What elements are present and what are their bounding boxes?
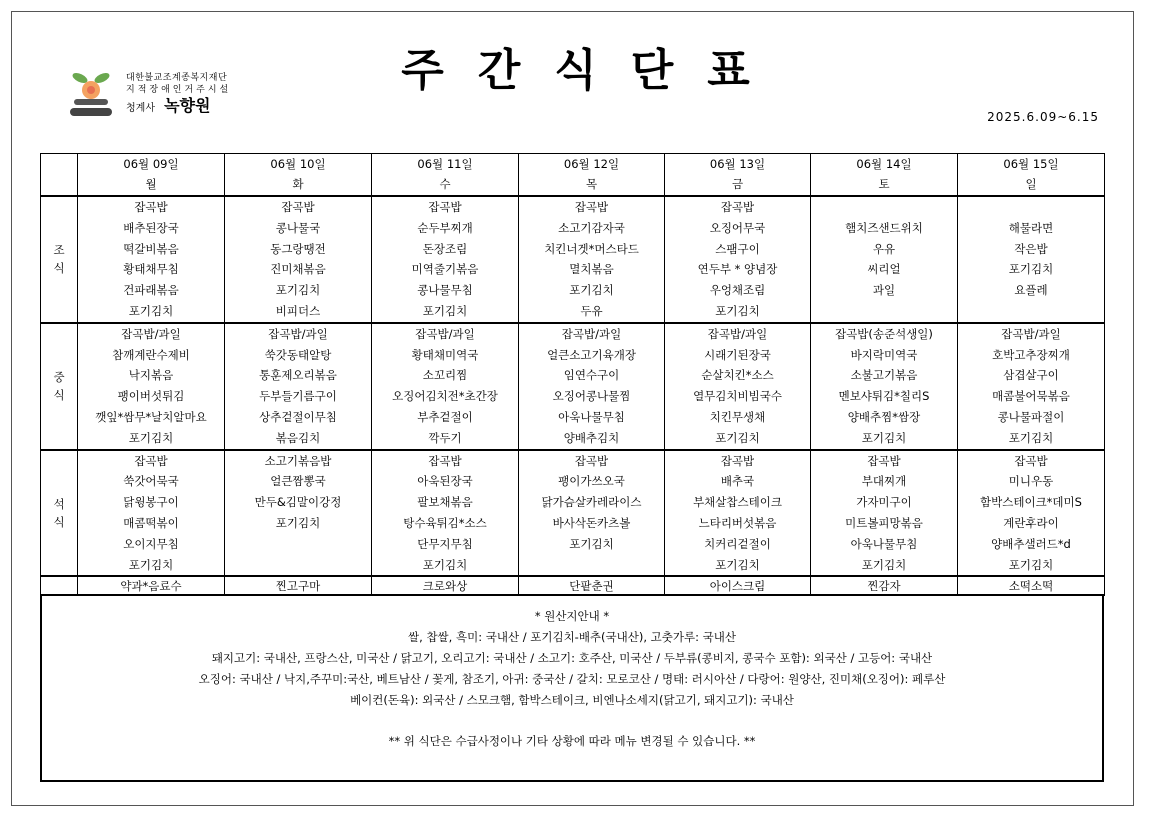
menu-item: 잡곡밥 [428, 200, 462, 214]
menu-item: 양배추샐러드*d [991, 536, 1071, 551]
day-weekday: 월 [145, 177, 157, 191]
menu-item: 계란후라이 [1003, 515, 1059, 530]
meal-day-cell [78, 323, 225, 450]
meal-day-cell [372, 450, 519, 577]
meal-day-cell [665, 450, 811, 577]
menu-item: 콩나물파절이 [997, 409, 1065, 424]
menu-item: 잡곡밥(송준석생일) [835, 326, 933, 341]
menu-item: 오징어콩나물찜 [552, 389, 631, 404]
menu-item: 포기김치 [715, 557, 760, 572]
menu-item: 햄치즈샌드위치 [845, 220, 923, 235]
meal-label: 석 식 [41, 450, 78, 577]
menu-item: 시래기된장국 [704, 347, 771, 362]
menu-item: 닭윙봉구이 [123, 495, 179, 510]
org-prefix: 청계사 [126, 103, 155, 114]
menu-item: 참깨계란수제비 [112, 347, 190, 362]
menu-item: 잡곡밥/과일 [561, 326, 622, 341]
menu-item: 포기김치 [715, 303, 760, 318]
menu-item: 잡곡밥 [134, 453, 168, 468]
menu-item: 상추겉절이무침 [259, 409, 337, 424]
menu-item: 잡곡밥 [281, 200, 315, 214]
menu-item: 열무김치비빔국수 [693, 389, 782, 404]
menu-item: 탕수육튀김*소스 [403, 515, 487, 530]
meal-day-cell [372, 196, 519, 323]
day-date: 06월 15일 [1003, 157, 1059, 171]
menu-item: 비피더스 [275, 303, 321, 318]
meal-label: 조 식 [41, 196, 78, 323]
menu-item: 포기김치 [861, 557, 907, 572]
day-date: 06월 11일 [417, 157, 473, 171]
menu-item: 잡곡밥/과일 [1001, 326, 1061, 341]
day-weekday: 목 [585, 177, 598, 191]
meal-day-cell [665, 196, 811, 323]
menu-item: 미니우동 [1008, 474, 1054, 489]
menu-item: 팔보채볶음 [417, 495, 473, 510]
menu-item: 얼큰소고기육개장 [547, 347, 636, 362]
meal-day-cell [958, 323, 1105, 450]
menu-item: 해물라면 [1008, 220, 1054, 235]
menu-item: 포기김치 [128, 430, 174, 445]
menu-change-note: ** 위 식단은 수급사정이나 기타 상황에 따라 메뉴 변경될 수 있습니다. ** [388, 734, 756, 748]
menu-item: 포기김치 [128, 557, 174, 572]
menu-item: 잡곡밥 [720, 453, 755, 468]
day-weekday: 화 [292, 177, 304, 191]
weekly-menu-table [40, 153, 1105, 596]
menu-item: 포기김치 [861, 430, 907, 445]
menu-item: 단무지무침 [417, 536, 473, 551]
menu-item [811, 197, 957, 218]
day-header-cell [519, 154, 665, 197]
menu-item: 잡곡밥 [428, 453, 462, 468]
menu-item: 두부들기름구이 [259, 389, 337, 404]
org-name-text: 녹향원 [164, 96, 211, 115]
menu-item: 포기김치 [275, 283, 321, 298]
meal-day-cell [958, 196, 1105, 323]
menu-item: 포기김치 [715, 430, 760, 445]
menu-item: 아욱나물무침 [558, 409, 625, 424]
menu-item: 만두&김말이강정 [254, 495, 342, 510]
menu-item: 순살치킨*소스 [701, 368, 774, 383]
menu-item: 소고기볶음밥 [264, 453, 332, 468]
menu-item: 쑥갓동태알탕 [264, 347, 332, 362]
menu-item: 아욱된장국 [417, 474, 473, 489]
menu-item: 통훈제오리볶음 [259, 368, 337, 383]
menu-item: 포기김치 [422, 303, 468, 318]
menu-item: 팽이버섯튀김 [117, 389, 185, 404]
menu-item: 진미채볶음 [270, 262, 326, 277]
day-date: 06월 14일 [856, 157, 912, 171]
menu-item: 치커리겉절이 [704, 536, 771, 551]
menu-item: 호박고추장찌개 [992, 347, 1070, 362]
day-header-cell [372, 154, 519, 197]
menu-item: 돈장조림 [422, 241, 468, 256]
meal-day-cell [225, 323, 372, 450]
meal-day-cell [811, 450, 958, 577]
menu-item: 깻잎*쌈무*날치알마요 [95, 409, 207, 424]
day-header-cell [225, 154, 372, 197]
menu-item: 동그랑땡전 [270, 241, 326, 256]
menu-item: 포기김치 [1008, 557, 1054, 572]
menu-item: 멸치볶음 [569, 262, 614, 277]
menu-item: 황태채무침 [123, 262, 179, 277]
menu-item: 잡곡밥/과일 [268, 326, 328, 341]
menu-item: 미트볼피망볶음 [845, 515, 923, 530]
org-facility-text: 지적장애인거주시설 [126, 85, 232, 95]
day-header-cell [958, 154, 1105, 197]
menu-item: 요플레 [1014, 283, 1048, 298]
header-corner-cell [41, 154, 78, 197]
menu-item [519, 555, 664, 576]
snack-cell: 크로와상 [372, 576, 519, 596]
meal-day-cell [665, 323, 811, 450]
menu-item: 우엉채조림 [709, 283, 766, 298]
meal-day-cell [78, 450, 225, 577]
menu-item: 소고기감자국 [558, 220, 625, 235]
meal-row [41, 323, 1105, 450]
menu-item: 낙지볶음 [128, 368, 174, 383]
meal-day-cell [78, 196, 225, 323]
menu-item: 오징어김치전*초간장 [392, 389, 498, 404]
day-date: 06월 10일 [270, 157, 326, 171]
menu-item: 얼큰짬뽕국 [270, 474, 326, 489]
menu-item: 부대찌개 [861, 474, 907, 489]
menu-item: 씨리얼 [867, 262, 901, 277]
origin-line: 베이컨(돈육): 외국산 / 스모크햄, 함박스테이크, 비엔나소세지(닭고기, 돼지고기): 국내산 [350, 693, 794, 707]
menu-item: 콩나물무침 [417, 283, 473, 298]
menu-item: 미역줄기볶음 [411, 262, 479, 277]
menu-item: 함박스테이크*데미S [980, 495, 1082, 510]
meal-day-cell [811, 196, 958, 323]
menu-item: 매콤불어묵볶음 [992, 389, 1070, 404]
menu-item: 배추된장국 [123, 220, 179, 235]
menu-item: 잡곡밥 [574, 200, 609, 214]
origin-line: 쌀, 찹쌀, 흑미: 국내산 / 포기김치-배추(국내산), 고춧가루: 국내산 [408, 630, 736, 644]
page-title: 주간식단표 [401, 45, 784, 96]
meal-row [41, 196, 1105, 323]
menu-item: 우유 [872, 241, 896, 256]
menu-item: 포기김치 [422, 557, 468, 572]
menu-item: 포기김치 [1008, 262, 1054, 277]
menu-item: 황태채미역국 [411, 347, 479, 362]
day-date: 06월 09일 [123, 157, 179, 171]
meal-day-cell [519, 196, 665, 323]
menu-item: 부채살찹스테이크 [693, 495, 782, 510]
menu-item: 과일 [872, 283, 896, 298]
origin-line: 오징어: 국내산 / 낙지,주꾸미:국산, 베트남산 / 꽃게, 참조기, 아귀: 중국산 / 갈치: 모로코산 / 명태: 러시아산 / 다랑어: 원양산, 진미채(오징어): 페루산 [198, 672, 946, 686]
meal-day-cell [811, 323, 958, 450]
menu-item: 건파래볶음 [123, 283, 179, 298]
menu-item: 연두부 * 양념장 [697, 262, 778, 277]
menu-item: 떡갈비볶음 [123, 241, 179, 256]
snack-cell: 단팥춘권 [519, 576, 665, 596]
menu-item: 스팸구이 [715, 241, 760, 256]
menu-item: 소불고기볶음 [850, 368, 918, 383]
menu-item: 소꼬리찜 [422, 368, 468, 383]
menu-item: 잡곡밥 [574, 453, 609, 468]
menu-item: 콩나물국 [275, 220, 321, 235]
meal-day-cell [519, 450, 665, 577]
menu-item: 잡곡밥 [720, 200, 755, 214]
menu-item: 양배추김치 [563, 430, 620, 445]
meal-label: 중 식 [41, 323, 78, 450]
meal-day-cell [519, 323, 665, 450]
menu-item: 양배추찜*쌈장 [847, 409, 921, 424]
menu-item: 치킨무생채 [709, 409, 766, 424]
menu-item: 오징어무국 [709, 220, 766, 235]
menu-item: 바사삭돈카츠볼 [552, 515, 631, 530]
day-header-cell [665, 154, 811, 197]
snack-cell: 찐고구마 [225, 576, 372, 596]
meal-row [41, 450, 1105, 577]
menu-item: 배추국 [720, 474, 755, 489]
day-date: 06월 12일 [563, 157, 620, 171]
menu-period: 2025.6.09~6.15 [987, 110, 1099, 124]
menu-item: 작은밥 [1014, 241, 1048, 256]
menu-item: 두유 [580, 303, 603, 318]
menu-item: 깍두기 [428, 430, 462, 445]
menu-item: 포기김치 [569, 283, 614, 298]
menu-item: 삼겹살구이 [1003, 368, 1059, 383]
snack-cell: 약과*음료수 [78, 576, 225, 596]
date-header-row [41, 154, 1105, 197]
meal-day-cell [372, 323, 519, 450]
menu-item: 포기김치 [128, 303, 174, 318]
menu-item: 멘보샤튀김*칠리S [838, 389, 930, 404]
menu-item: 매콤떡볶이 [123, 515, 179, 530]
meal-day-cell [225, 450, 372, 577]
day-header-cell [78, 154, 225, 197]
day-weekday: 수 [439, 177, 451, 191]
menu-item [811, 301, 957, 322]
menu-item: 오이지무침 [123, 536, 179, 551]
menu-item: 포기김치 [569, 536, 614, 551]
menu-item: 아욱나물무침 [850, 536, 918, 551]
day-header-cell [811, 154, 958, 197]
day-weekday: 일 [1025, 177, 1037, 191]
snack-cell: 소떡소떡 [958, 576, 1105, 596]
meal-day-cell [958, 450, 1105, 577]
origin-heading: * 원산지안내 * [534, 609, 610, 623]
snack-row [41, 576, 1105, 596]
menu-item: 닭가슴살카레라이스 [541, 495, 642, 510]
meal-day-cell [225, 196, 372, 323]
menu-item: 잡곡밥/과일 [707, 326, 768, 341]
snack-cell: 아이스크림 [665, 576, 811, 596]
org-foundation-text: 대한불교조계종복지재단 [126, 73, 228, 83]
day-weekday: 금 [731, 177, 744, 191]
menu-item: 잡곡밥/과일 [121, 326, 181, 341]
menu-item [958, 301, 1104, 322]
menu-item: 치킨너겟*머스타드 [544, 241, 639, 256]
menu-item: 쑥갓어묵국 [123, 474, 179, 489]
menu-item: 잡곡밥 [867, 453, 901, 468]
snack-label-cell [41, 576, 78, 596]
menu-item [225, 555, 371, 576]
menu-item: 잡곡밥/과일 [415, 326, 475, 341]
day-weekday: 토 [878, 177, 890, 191]
menu-item: 바지락미역국 [850, 347, 918, 362]
menu-item: 순두부찌개 [417, 220, 473, 235]
menu-item: 포기김치 [1008, 430, 1054, 445]
menu-item: 볶음김치 [275, 430, 321, 445]
origin-info-box [40, 594, 1104, 782]
menu-item: 포기김치 [275, 515, 321, 530]
day-date: 06월 13일 [709, 157, 766, 171]
menu-item: 부추겉절이 [417, 409, 473, 424]
menu-item: 가자미구이 [856, 495, 912, 510]
menu-item: 임연수구이 [563, 368, 620, 383]
menu-item: 잡곡밥 [134, 200, 168, 214]
origin-line: 돼지고기: 국내산, 프랑스산, 미국산 / 닭고기, 오리고기: 국내산 / 소고기: 호주산, 미국산 / 두부류(콩비지, 콩국수 포함): 외국산 / 고등어: 국내산 [211, 651, 933, 665]
menu-item: 팽이가쓰오국 [558, 474, 625, 489]
menu-item [958, 197, 1104, 218]
snack-cell: 찐감자 [811, 576, 958, 596]
menu-item: 잡곡밥 [1014, 453, 1048, 468]
menu-item [225, 534, 371, 555]
menu-item: 느타리버섯볶음 [698, 515, 777, 530]
